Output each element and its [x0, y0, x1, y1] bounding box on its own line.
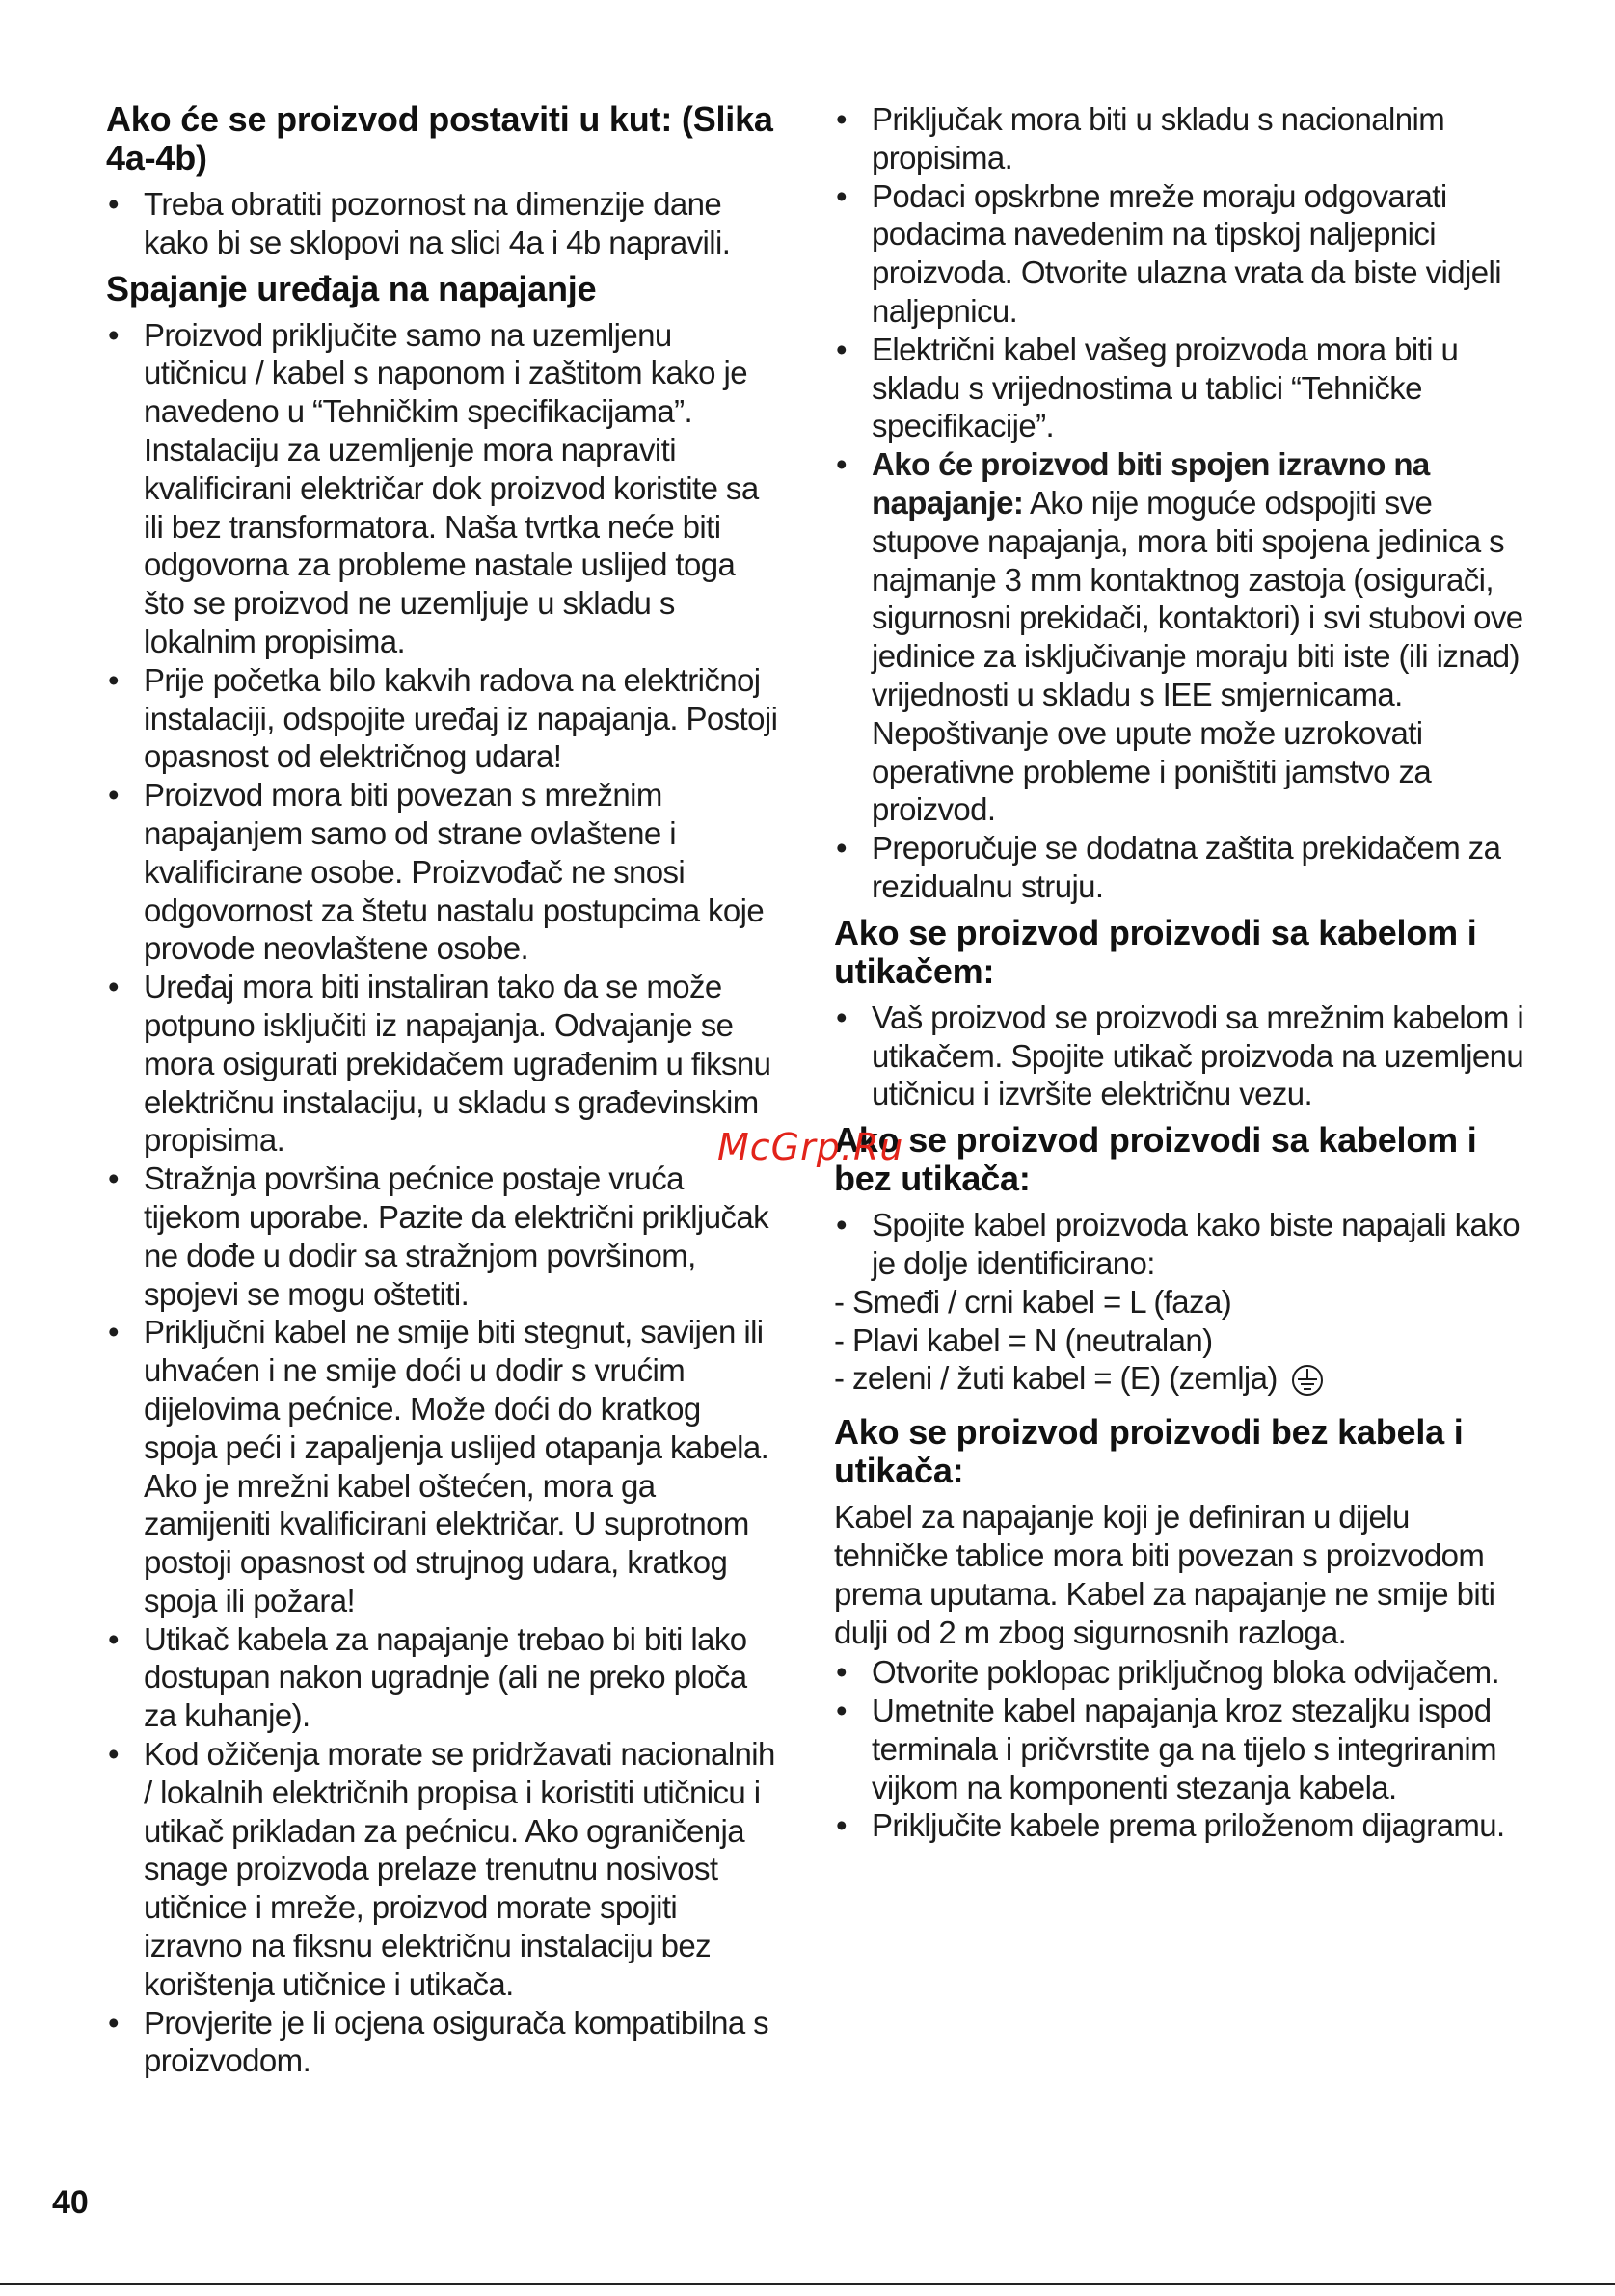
list-item: • Podaci opskrbne mreže moraju odgovarati podacima navedenim na tipskoj naljepnici proizvoda. Otvorite ulazna vrata da biste vidjeli naljepnicu. — [834, 177, 1528, 331]
wire-green-yellow — [834, 1359, 1528, 1405]
heading-cable-and-plug: Ako se proizvod proizvodi sa kabelom i utikačem: — [834, 912, 1477, 991]
corner-installation-list — [106, 185, 781, 262]
list-item: • Prije početka bilo kakvih radova na električnoj instalaciji, odspojite uređaj iz napajanja. Postoji opasnost od električnog udara! — [106, 661, 781, 776]
list-item: • Treba obratiti pozornost na dimenzije dane kako bi se sklopovi na slici 4a i 4b napravili. — [106, 185, 781, 262]
right-column — [834, 100, 1528, 1853]
page-bottom-divider — [0, 2283, 1615, 2285]
without-cable-list — [834, 1653, 1528, 1845]
list-item: • Kod ožičenja morate se pridržavati nacionalnih / lokalnih električnih propisa i koristiti utičnicu i utikač prikladan za pećnicu. Ako ograničenja snage proizvoda prelaze trenutnu nosivost utičnice i mreže, proizvod morate spojiti izravno na fiksnu električnu instalaciju bez korištenja utičnice i utikača. — [106, 1735, 781, 2004]
watermark: McGrp.Ru — [717, 1126, 904, 1168]
list-item-direct-connection — [834, 445, 1528, 829]
list-item: • Spojite kabel proizvoda kako biste napajali kako je dolje identificirano: — [834, 1206, 1528, 1283]
direct-connection-label: Ako će proizvod biti spojen izravno na napajanje: — [872, 446, 1430, 521]
list-item: • Provjerite je li ocjena osigurača kompatibilna s proizvodom. — [106, 2004, 781, 2081]
list-item: • Proizvod priključite samo na uzemljenu utičnicu / kabel s naponom i zaštitom kako je navedeno u “Tehničkim specifikacijama”. Instalaciju za uzemljenje mora napraviti kvalificirani električar dok proizvod koristite sa ili bez transformatora. Naša tvrtka neće biti odgovorna za probleme nastale uslijed toga što se proizvod ne uzemljuje u skladu s lokalnim propisima. — [106, 316, 781, 661]
list-item: • Otvorite poklopac priključnog bloka odvijačem. — [834, 1653, 1528, 1692]
wire-blue: - Plavi kabel = N (neutralan) — [834, 1322, 1213, 1358]
list-item: • Električni kabel vašeg proizvoda mora biti u skladu s vrijednostima u tablici “Tehničke specifikacije”. — [834, 331, 1528, 445]
heading-cable-without-plug: Ako se proizvod proizvodi sa kabelom i bez utikača: — [834, 1120, 1477, 1199]
wire-brown-black: - Smeđi / crni kabel = L (faza) — [834, 1283, 1232, 1320]
list-item: • Utikač kabela za napajanje trebao bi biti lako dostupan nakon ugradnje (ali ne preko ploča za kuhanje). — [106, 1620, 781, 1735]
heading-corner-installation: Ako će se proizvod postaviti u kut: (Slika 4a-4b) — [106, 99, 773, 177]
list-item: • Stražnja površina pećnice postaje vruća tijekom uporabe. Pazite da električni priključak ne dođe u dodir sa stražnjom površinom, spojevi se mogu oštetiti. — [106, 1160, 781, 1313]
heading-power-connection: Spajanje uređaja na napajanje — [106, 268, 597, 308]
cable-and-plug-list — [834, 999, 1528, 1113]
list-item: • Umetnite kabel napajanja kroz stezaljku ispod terminala i pričvrstite ga na tijelo s integriranim vijkom na komponenti stezanja kabela. — [834, 1692, 1528, 1806]
list-item: • Priključite kabele prema priloženom dijagramu. — [834, 1806, 1528, 1845]
wire-green-yellow-text: - zeleni / žuti kabel = (E) (zemlja) — [834, 1360, 1278, 1397]
list-item: • Vaš proizvod se proizvodi sa mrežnim kabelom i utikačem. Spojite utikač proizvoda na uzemljenu utičnicu i izvršite električnu vezu. — [834, 999, 1528, 1113]
connection-requirements-list — [834, 100, 1528, 906]
left-column — [106, 100, 781, 2088]
list-item: • Priključak mora biti u skladu s nacionalnim propisima. — [834, 100, 1528, 177]
cable-without-plug-list — [834, 1206, 1528, 1283]
earth-ground-icon — [1291, 1364, 1324, 1405]
list-item: • Priključni kabel ne smije biti stegnut, savijen ili uhvaćen i ne smije doći u dodir s vrućim dijelovima pećnice. Može doći do kratkog spoja peći i zapaljenja uslijed otapanja kabela. Ako je mrežni kabel oštećen, mora ga zamijeniti kvalificirani električar. U suprotnom postoji opasnost od strujnog udara, kratkog spoja ili požara! — [106, 1313, 781, 1619]
heading-without-cable-and-plug: Ako se proizvod proizvodi bez kabela i utikača: — [834, 1412, 1464, 1491]
list-item: • Uređaj mora biti instaliran tako da se može potpuno isključiti iz napajanja. Odvajanje se mora osigurati prekidačem ugrađenim u fiksnu električnu instalaciju, u skladu s građevinskim propisima. — [106, 968, 781, 1160]
list-item: • Preporučuje se dodatna zaštita prekidačem za rezidualnu struju. — [834, 829, 1528, 906]
page-number: 40 — [52, 2184, 89, 2221]
power-connection-list — [106, 316, 781, 2081]
without-cable-paragraph: Kabel za napajanje koji je definiran u dijelu tehničke tablice mora biti povezan s proizvodom prema uputama. Kabel za napajanje ne smije biti dulji od 2 m zbog sigurnosnih razloga. — [834, 1499, 1495, 1650]
list-item: • Proizvod mora biti povezan s mrežnim napajanjem samo od strane ovlaštene i kvalificirane osobe. Proizvođač ne snosi odgovornost za štetu nastalu postupcima koje provode neovlaštene osobe. — [106, 776, 781, 968]
direct-connection-text: Ako nije moguće odspojiti sve stupove napajanja, mora biti spojena jedinica s najmanje 3 mm kontaktnog zastoja (osigurači, sigurnosni prekidači, kontaktori) i svi stubovi ove jedinice za isključivanje moraju biti iste (ili iznad) vrijednosti u skladu s IEE smjernicama. Nepoštivanje ove upute može uzrokovati operativne probleme i poništiti jamstvo za proizvod. — [872, 484, 1523, 828]
